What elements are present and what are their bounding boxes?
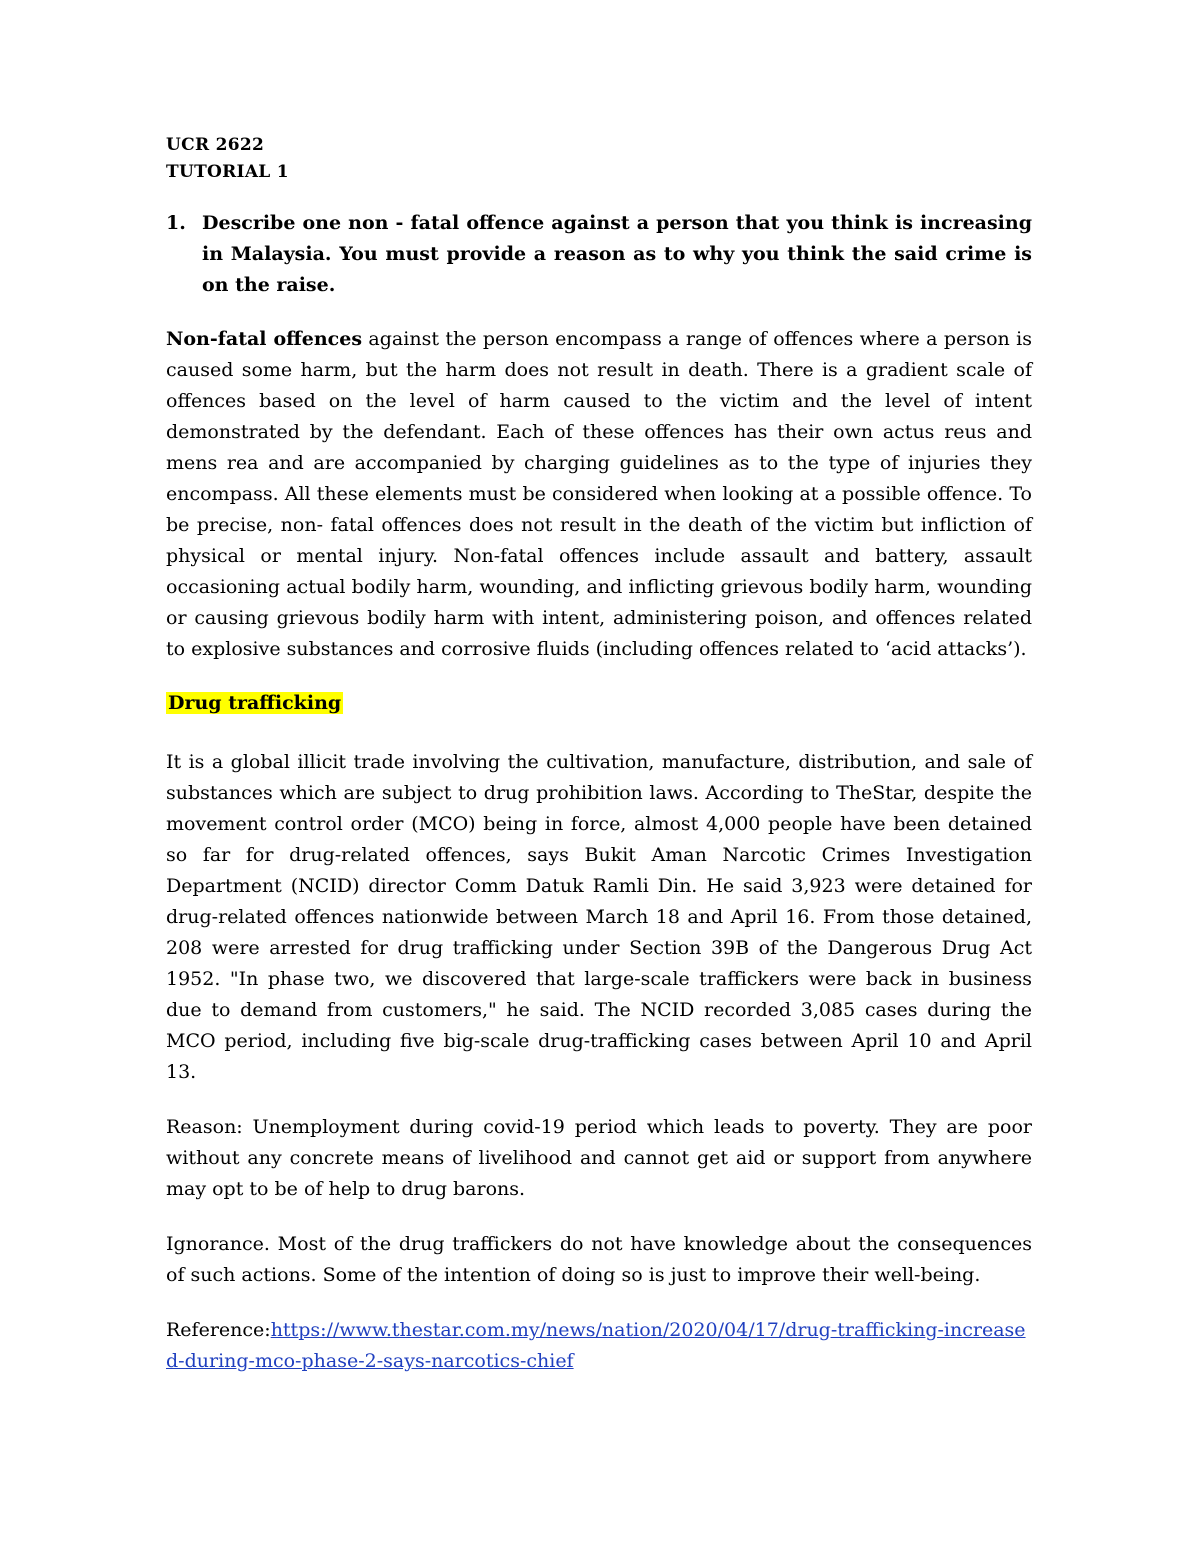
ignorance-paragraph: Ignorance. Most of the drug traffickers do not have knowledge about the consequences of such actions. Some of the intention of doing so is just to improve their well-being. <box>166 1233 1032 1286</box>
reference-link[interactable]: https://www.thestar.com.my/news/nation/2020/04/17/drug-trafficking-increased-during-mco-phase-2-says-narcotics-chief <box>166 1319 1026 1372</box>
section-body-paragraph: It is a global illicit trade involving the cultivation, manufacture, distribution, and sale of substances which are subject to drug prohibition laws. According to TheStar, despite the movement control order (MCO) being in force, almost 4,000 people have been detained so far for drug-related offences, says Bukit Aman Narcotic Crimes Investigation Department (NCID) director Comm Datuk Ramli Din. He said 3,923 were detained for drug-related offences nationwide between March 18 and April 16. From those detained, 208 were arrested for drug trafficking under Section 39B of the Dangerous Drug Act 1952. "In phase two, we discovered that large-scale traffickers were back in business due to demand from customers," he said. The NCID recorded 3,085 cases during the MCO period, including five big-scale drug-trafficking cases between April 10 and April 13. <box>166 751 1032 1083</box>
tutorial-title: TUTORIAL 1 <box>166 162 289 182</box>
question-item <box>166 208 1032 301</box>
reference-label: Reference: <box>166 1319 271 1341</box>
document-page <box>166 132 1032 1377</box>
intro-body: against the person encompass a range of offences where a person is caused some harm, but the harm does not result in death. There is a gradient scale of offences based on the level of harm caused to the victim and the level of intent demonstrated by the defendant. Each of these offences has their own actus reus and mens rea and are accompanied by charging guidelines as to the type of injuries they encompass. All these elements must be considered when looking at a possible offence. To be precise, non- fatal offences does not result in the death of the victim but infliction of physical or mental injury. Non-fatal offences include assault and battery, assault occasioning actual bodily harm, wounding, and inflicting grievous bodily harm, wounding or causing grievous bodily harm with intent, administering poison, and offences related to explosive substances and corrosive fluids (including offences related to ‘acid attacks’). <box>166 328 1032 660</box>
question-number: 1. <box>166 212 186 234</box>
question-text: Describe one non - fatal offence against a person that you think is increasing in Malaysia. You must provide a reason as to why you think the said crime is on the raise. <box>202 212 1032 296</box>
section-heading: Drug trafficking <box>168 692 342 714</box>
intro-term: Non-fatal offences <box>166 328 363 350</box>
course-code: UCR 2622 <box>166 135 265 155</box>
intro-paragraph <box>166 324 1032 665</box>
section-heading-wrap <box>166 688 1032 719</box>
reference-paragraph <box>166 1315 1032 1377</box>
reason-paragraph: Reason: Unemployment during covid-19 period which leads to poverty. They are poor without any concrete means of livelihood and cannot get aid or support from anywhere may opt to be of help to drug barons. <box>166 1116 1032 1200</box>
